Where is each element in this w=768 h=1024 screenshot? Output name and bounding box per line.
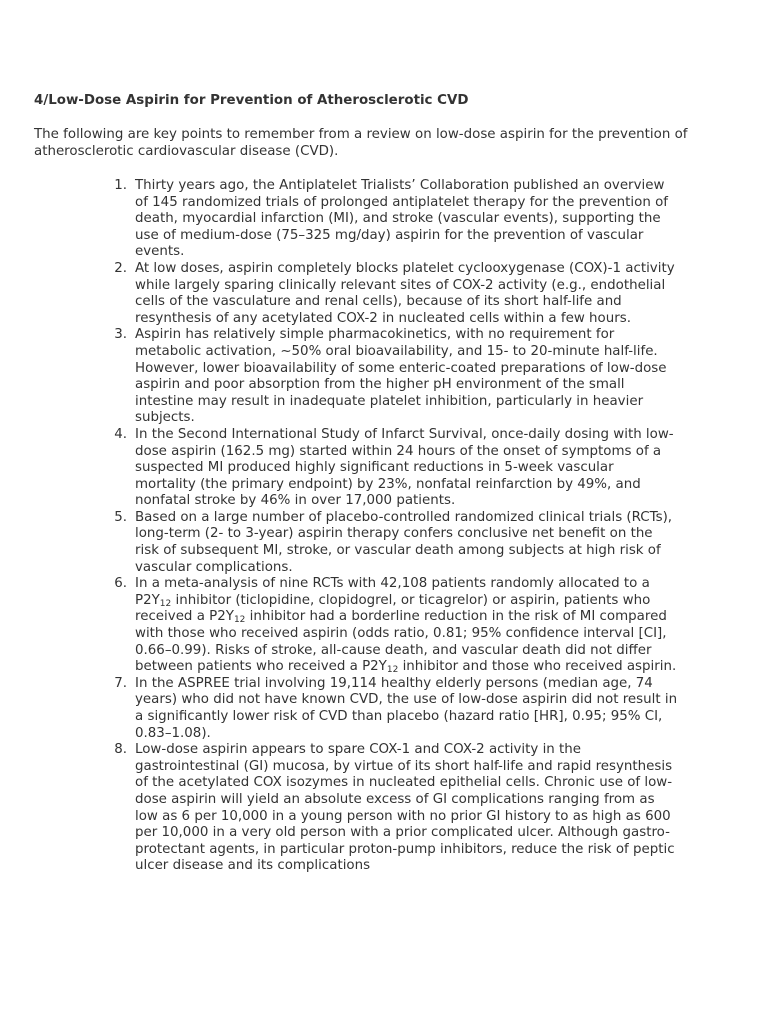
list-item-text: Based on a large number of placebo-controlled randomized clinical trials (RCTs), long-term (2- to 3-year) aspirin therapy confers conclusive net benefit on the risk of subsequent MI, stroke, or vascular death among subjects at high risk of vascular complications. (135, 509, 673, 575)
list-item (0, 576, 768, 676)
list-item-number: 4. (114, 426, 127, 442)
list-item-number: 8. (114, 742, 127, 758)
list-item (0, 510, 768, 576)
list-item (0, 261, 768, 327)
list-item-text: In the Second International Study of Infarct Survival, once-daily dosing with low-dose aspirin (162.5 mg) started within 24 hours of the onset of symptoms of a suspected MI produced highly significant reductions in 5-week vascular mortality (the primary endpoint) by 23%, nonfatal reinfarction by 49%, and nonfatal stroke by 46% in over 17,000 patients. (135, 426, 674, 509)
list-item (0, 327, 768, 427)
list-item (0, 676, 768, 742)
list-item (0, 427, 768, 510)
key-points-list (0, 178, 768, 875)
document-title: 4/Low-Dose Aspirin for Prevention of Atherosclerotic CVD (34, 93, 469, 108)
text-run: inhibitor (ticlopidine, clopidogrel, or ticagrelor) or aspirin, patients who received a P2Y (135, 592, 651, 625)
list-item-number: 3. (114, 327, 127, 343)
list-item-number: 1. (114, 178, 127, 193)
text-run: In a meta-analysis of nine RCTs with 42,108 patients randomly allocated to a P2Y (135, 576, 650, 608)
list-item-number: 5. (114, 509, 127, 525)
subscript: 12 (233, 615, 246, 626)
list-item-text (135, 576, 676, 674)
list-item-text: Low-dose aspirin appears to spare COX-1 and COX-2 activity in the gastrointestinal (GI) mucosa, by virtue of its short half-life and rapid resynthesis of the acetylated COX isozymes in nucleated epithelial cells. Chronic use of low-dose aspirin will yield an absolute excess of GI complications ranging from as low as 6 per 10,000 in a young person with no prior GI history to as high as 600 per 10,000 in a very old person with a prior complicated ulcer. Although gastro-protectant agents, in particular proton-pump inhibitors, reduce the risk of peptic ulcer disease and its complications (135, 742, 675, 874)
list-item-number: 6. (114, 576, 127, 592)
list-item-text: At low doses, aspirin completely blocks platelet cyclooxygenase (COX)-1 activity while largely sparing clinically relevant sites of COX-2 activity (e.g., endothelial cells of the vasculature and renal cells), because of its short half-life and resynthesis of any acetylated COX-2 in nucleated cells within a few hours. (135, 260, 675, 326)
text-run: inhibitor had a borderline reduction in the risk of MI compared with those who received aspirin (odds ratio, 0.81; 95% confidence interval [CI], 0.66–0.99). Risks of stroke, all-cause death, and vascular death did not differ between patients who received a P2Y (135, 609, 667, 675)
intro-paragraph: The following are key points to remember from a review on low-dose aspirin for the prevention of atherosclerotic cardiovascular disease (CVD). (34, 127, 688, 159)
list-item-text: Thirty years ago, the Antiplatelet Trialists’ Collaboration published an overview of 145 randomized trials of prolonged antiplatelet therapy for the prevention of death, myocardial infarction (MI), and stroke (vascular events), supporting the use of medium-dose (75–325 mg/day) aspirin for the prevention of vascular events. (135, 178, 668, 260)
list-item-text: Aspirin has relatively simple pharmacokinetics, with no requirement for metabolic activation, ~50% oral bioavailability, and 15- to 20-minute half-life. However, lower bioavailability of some enteric-coated preparations of low-dose aspirin and poor absorption from the higher pH environment of the small intestine may result in inadequate platelet inhibition, particularly in heavier subjects. (135, 327, 667, 426)
list-item-number: 7. (114, 675, 127, 691)
text-run: inhibitor and those who received aspirin. (398, 659, 677, 675)
list-item-text: In the ASPREE trial involving 19,114 healthy elderly persons (median age, 74 years) who did not have known CVD, the use of low-dose aspirin did not result in a significantly lower risk of CVD than placebo (hazard ratio [HR], 0.95; 95% CI, 0.83–1.08). (135, 675, 678, 741)
list-item (0, 742, 768, 875)
list-item (0, 178, 768, 261)
subscript: 12 (386, 665, 399, 676)
subscript: 12 (159, 598, 172, 609)
list-item-number: 2. (114, 260, 127, 276)
